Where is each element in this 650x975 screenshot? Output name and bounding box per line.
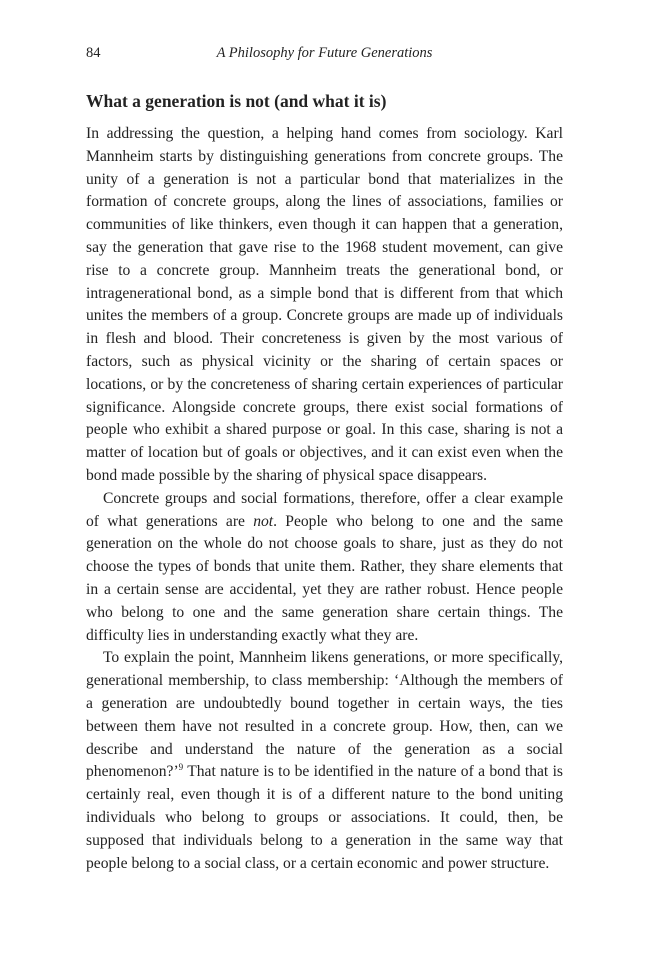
section-heading: What a generation is not (and what it is) (86, 91, 387, 111)
body-text (86, 123, 563, 875)
paragraph-2-text-before: Concrete groups and social formations, therefore, offer a clear example of what generations are (86, 489, 563, 530)
paragraph-2 (86, 488, 563, 648)
running-title: A Philosophy for Future Generations (216, 45, 433, 61)
running-head (86, 45, 563, 65)
paragraph-1 (86, 123, 563, 488)
paragraph-3 (86, 647, 563, 875)
paragraph-2-text-after: . People who belong to one and the same generation on the whole do not choose goals to share, just as they do not choose the types of bonds that unite them. Rather, they share elements that in a certain sense are accidental, yet they are rather robust. Hence people who belong to one and the same generation share certain things. The difficulty lies in understanding exactly what they are. (86, 512, 563, 644)
paragraph-3-text-before: To explain the point, Mannheim likens generations, or more specifically, generational membership, to class membership: ‘Although the members of a generation are undoubtedly bound together in certain ways, the ties between them have not resulted in a concrete group. How, then, can we describe and understand the nature of the generation as a social phenomenon?’ (86, 649, 563, 781)
paragraph-1-text: In addressing the question, a helping hand comes from sociology. Karl Mannheim starts by distinguishing generations from concrete groups. The unity of a generation is not a particular bond that materializes in the formation of concrete groups, along the lines of associations, families or communities of like thinkers, even though it can happen that a generation, say the generation that gave rise to the 1968 student movement, can give rise to a concrete group. Mannheim treats the generational bond, or intragenerational bond, as a simple bond that is different from that which unites the members of a group. Concrete groups are made up of individuals in flesh and blood. Their concreteness is given by the most various of factors, such as physical vicinity or the sharing of certain spaces or locations, or by the concreteness of sharing certain experiences of particular significance. Alongside concrete groups, there exist social formations of people who exhibit a shared purpose or goal. In this case, sharing is not a matter of location but of goals or objectives, and it can exist even when the bond made possible by the sharing of physical space disappears. (86, 125, 563, 484)
page-number: 84 (86, 45, 101, 61)
footnote-marker: 9 (178, 762, 184, 773)
emphasis-not: not (253, 512, 274, 530)
paragraph-3-text-after: That nature is to be identified in the nature of a bond that is certainly real, even though it is of a different nature to the bond uniting individuals who belong to groups or associations. It could, then, be supposed that individuals belong to a generation in the same way that people belong to a social class, or a certain economic and power structure. (86, 763, 563, 872)
